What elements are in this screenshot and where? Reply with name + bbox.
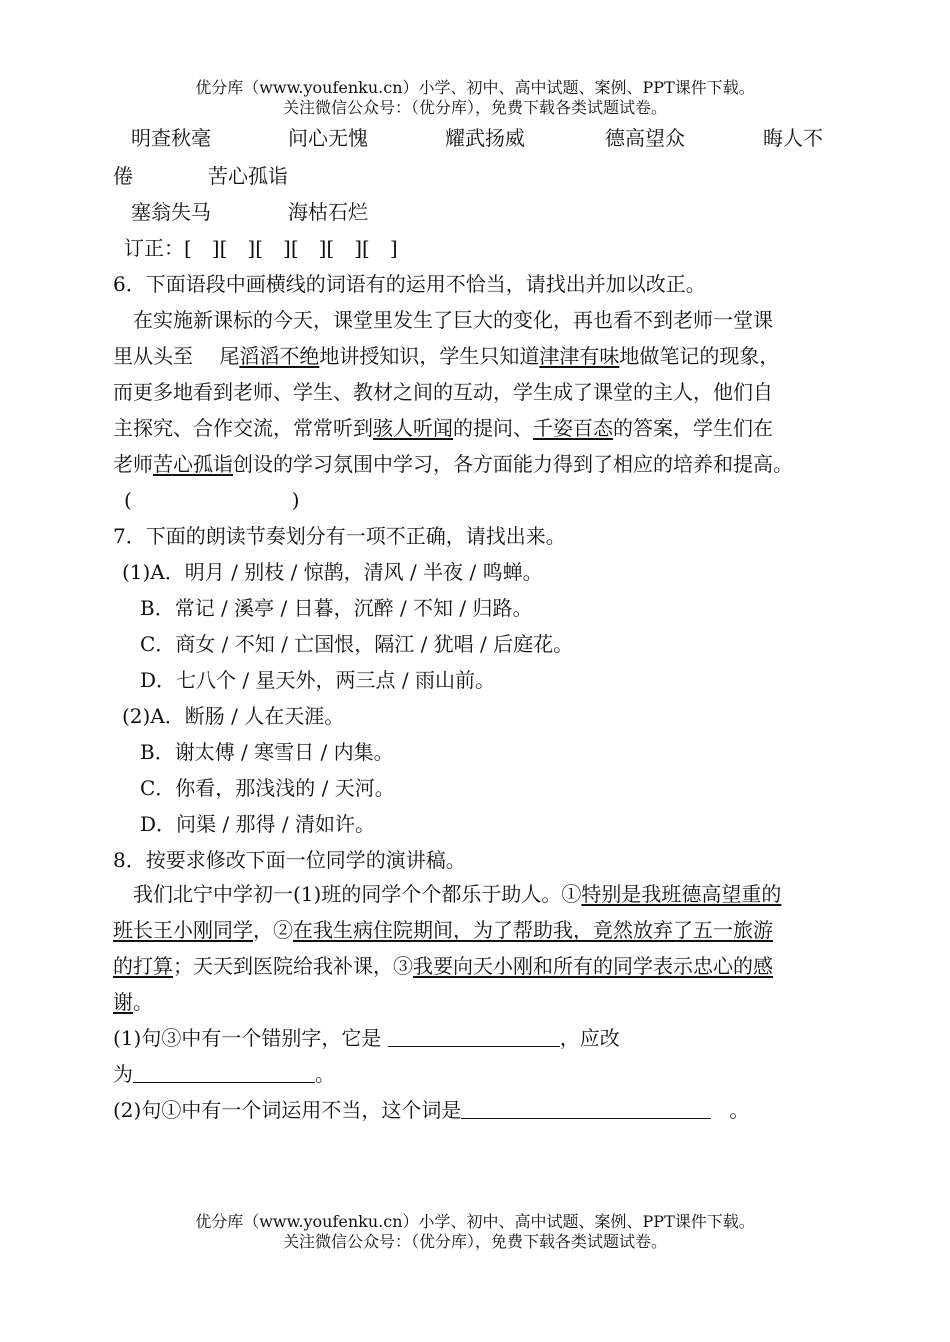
footer-line-1: 优分库（www.youfenku.cn）小学、初中、高中试题、案例、PPT课件下载。 — [195, 1212, 755, 1231]
q6-text: 创设的学习氛围中学习，各方面能力得到了相应的培养和提高。 — [233, 452, 793, 476]
q7-2-option-d: D．问渠 / 那得 / 清如许。 — [140, 812, 375, 836]
answer-blank[interactable] — [461, 1098, 711, 1119]
page-footer — [0, 1212, 950, 1252]
q5-word-3: 耀武扬威 — [445, 126, 525, 150]
q6-line-2 — [113, 344, 779, 368]
q8-text: ；天天到医院给我补课，③ — [173, 954, 413, 978]
q8-underlined-sentence-3: 谢 — [113, 990, 133, 1014]
answer-blank[interactable] — [388, 1026, 560, 1047]
q6-underlined-word: 津津有味 — [539, 344, 620, 368]
q7-1-option-c: C．商女 / 不知 / 亡国恨，隔江 / 犹唱 / 后庭花。 — [140, 632, 574, 656]
footer-line-2: 关注微信公众号：（优分库），免费下载各类试题试卷。 — [282, 1232, 667, 1251]
q6-underlined-word: 苦心孤诣 — [153, 452, 233, 476]
q8-line-3 — [113, 954, 773, 978]
q6-text: 的答案，学生们在 — [613, 416, 773, 440]
q6-underlined-word: 骇人听闻 — [373, 416, 453, 440]
q8-text: ，② — [253, 918, 293, 942]
q7-2-option-b: B．谢太傅 / 寒雪日 / 内集。 — [140, 740, 394, 764]
q8-sub-1 — [113, 1026, 620, 1050]
q8-title: 8．按要求修改下面一位同学的演讲稿。 — [113, 848, 466, 872]
q6-text: 老师 — [113, 452, 153, 476]
q8-underlined-sentence-1: 班长王小刚同学 — [113, 918, 253, 942]
q6-text: 的提问、 — [453, 416, 533, 440]
q5-word-2: 问心无愧 — [288, 126, 368, 150]
q5-word-4: 德高望众 — [605, 126, 685, 150]
q5-fix-label: 订正：[ ][ ][ ][ ][ ][ ] — [124, 236, 398, 260]
q8-sub-1-text: 。 — [315, 1062, 335, 1086]
header-line-2: 关注微信公众号：（优分库），免费下载各类试题试卷。 — [282, 98, 667, 117]
q6-text: 里从头至 尾 — [113, 344, 240, 368]
q6-line-4 — [113, 416, 773, 440]
q8-underlined-sentence-2: 在我生病住院期间，为了帮助我，竟然放弃了五一旅游 — [293, 918, 773, 942]
q5-word-5-cont: 倦 — [113, 164, 133, 188]
q7-2-option-a: (2)A．断肠 / 人在天涯。 — [122, 704, 345, 728]
q8-sub-1-text: 为 — [113, 1062, 133, 1086]
q8-text: 。 — [133, 990, 153, 1014]
q6-underlined-word: 千姿百态 — [533, 416, 613, 440]
q8-underlined-sentence-1: 特别是我班德高望重的 — [581, 882, 782, 906]
q7-1-option-b: B．常记 / 溪亭 / 日暮，沉醉 / 不知 / 归路。 — [140, 596, 533, 620]
q7-title: 7．下面的朗读节奏划分有一项不正确，请找出来。 — [113, 524, 566, 548]
q6-text: 地做笔记的现象， — [619, 344, 780, 368]
q5-word-6: 苦心孤诣 — [208, 164, 288, 188]
q8-line-1 — [133, 882, 781, 906]
q8-sub-1-cont — [113, 1062, 335, 1086]
q8-sub-1-text: (1)句③中有一个错别字，它是 — [113, 1026, 382, 1050]
q8-line-2 — [113, 918, 773, 942]
q8-line-4 — [113, 990, 153, 1014]
q6-text: 地讲授知识，学生只知道 — [319, 344, 540, 368]
header-line-1: 优分库（www.youfenku.cn）小学、初中、高中试题、案例、PPT课件下载。 — [195, 78, 755, 97]
q7-1-option-a: (1)A．明月 / 别枝 / 惊鹊，清风 / 半夜 / 鸣蝉。 — [122, 560, 543, 584]
q8-sub-2-text: 。 — [729, 1098, 750, 1122]
q8-sub-2 — [113, 1098, 749, 1122]
q6-answer-parentheses: ( ) — [124, 488, 300, 512]
q7-2-option-c: C．你看，那浅浅的 / 天河。 — [140, 776, 395, 800]
q6-line-5 — [113, 452, 793, 476]
q8-text: 我们北宁中学初一(1)班的同学个个都乐于助人。① — [133, 882, 582, 906]
q6-text: 主探究、合作交流，常常听到 — [113, 416, 373, 440]
q7-1-option-d: D．七八个 / 星天外，两三点 / 雨山前。 — [140, 668, 495, 692]
q8-underlined-sentence-3: 我要向天小刚和所有的同学表示忠心的感 — [413, 954, 773, 978]
q5-word-7: 塞翁失马 — [131, 200, 211, 224]
answer-blank[interactable] — [133, 1062, 315, 1083]
q6-line-3: 而更多地看到老师、学生、教材之间的互动，学生成了课堂的主人，他们自 — [113, 380, 773, 404]
q8-sub-2-text: (2)句①中有一个词运用不当，这个词是 — [113, 1098, 462, 1122]
q6-line-1: 在实施新课标的今天，课堂里发生了巨大的变化，再也看不到老师一堂课 — [133, 308, 773, 332]
q5-word-8: 海枯石烂 — [288, 200, 368, 224]
q5-word-1: 明查秋毫 — [131, 126, 211, 150]
q8-underlined-sentence-2: 的打算 — [113, 954, 173, 978]
q8-sub-1-text: ，应改 — [559, 1026, 620, 1050]
q5-word-5: 晦人不 — [763, 126, 823, 150]
page-header — [0, 78, 950, 118]
q6-underlined-word: 滔滔不绝 — [239, 344, 320, 368]
q6-title: 6．下面语段中画横线的词语有的运用不恰当，请找出并加以改正。 — [113, 272, 706, 296]
